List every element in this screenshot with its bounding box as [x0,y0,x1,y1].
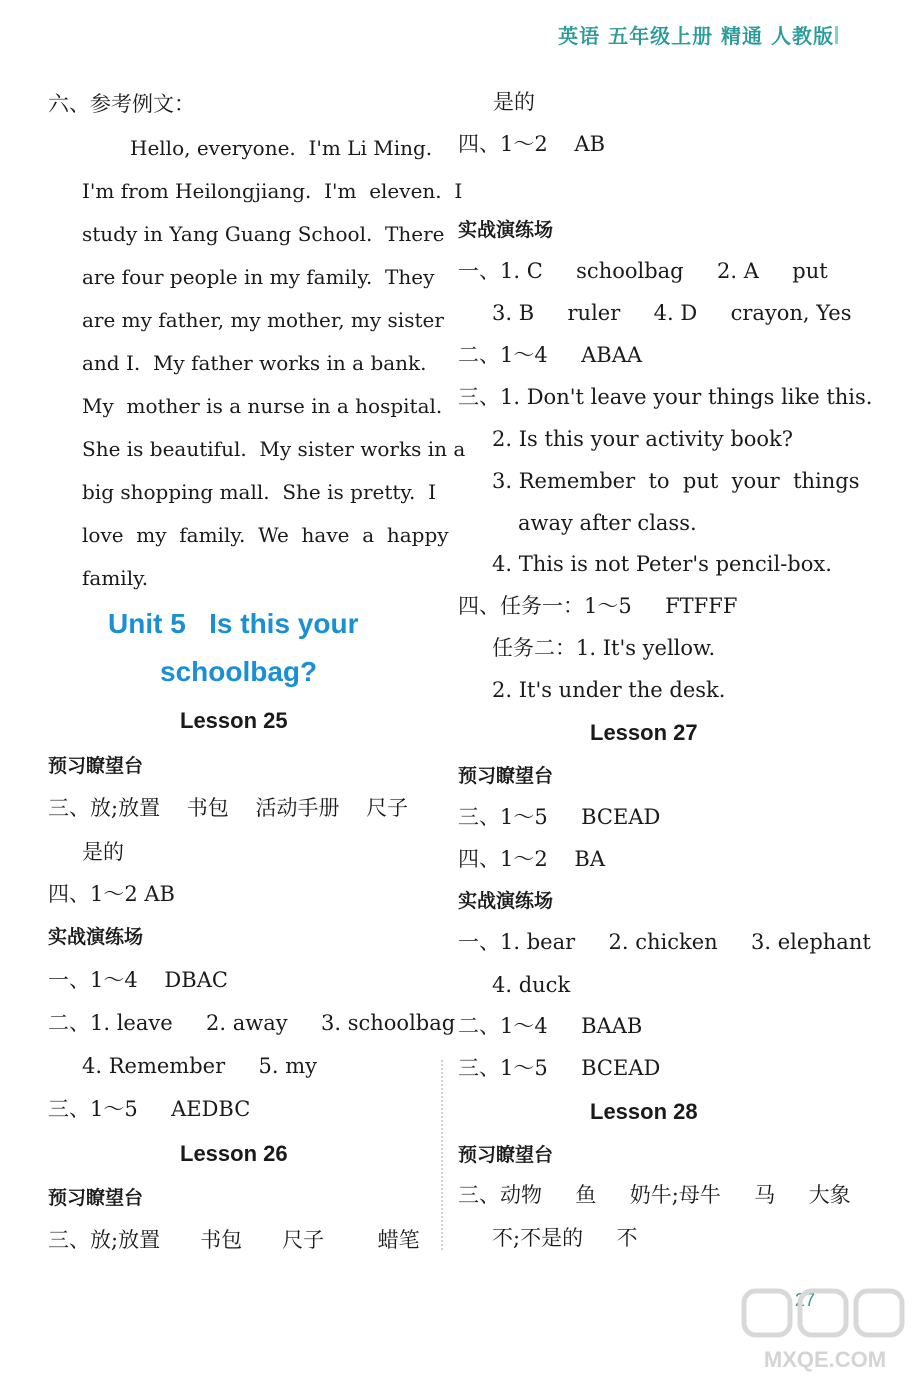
essay-line: family. [82,566,149,590]
lesson-26-heading: Lesson 26 [180,1141,288,1166]
answer-line: 4. duck [492,973,571,997]
answer-line: 是的 [82,840,124,864]
answer-line: 四、1～2 BA [458,847,606,871]
page-number: 27 [795,1290,816,1310]
essay-line: study in Yang Guang School. There [82,222,445,246]
section-preview: 预习瞭望台 [458,1144,554,1166]
answer-line: 二、1. leave 2. away 3. schoolbag [48,1011,456,1035]
column-divider [441,1060,443,1250]
section-practice: 实战演练场 [48,926,144,948]
answer-line: 二、1～4 BAAB [458,1014,643,1038]
section-preview: 预习瞭望台 [458,765,554,787]
essay-line: Hello, everyone. I'm Li Ming. [130,136,433,160]
header-accent-bar [835,26,838,44]
answer-line: 2. It's under the desk. [492,678,726,702]
answer-line: 三、1. Don't leave your things like this. [458,385,873,409]
unit-title-line2: schoolbag? [160,656,318,687]
answer-line: 一、1～4 DBAC [48,968,228,992]
answer-line: 三、动物 鱼 奶牛;母牛 马 大象 [458,1183,851,1207]
unit-title-line1: Unit 5 Is this your [108,608,359,639]
essay-line: are four people in my family. They [82,265,435,289]
lesson-28-heading: Lesson 28 [590,1099,698,1124]
answer-line: 3. B ruler 4. D crayon, Yes [492,301,852,325]
answer-line: 三、放;放置 书包 尺子 蜡笔 [48,1228,420,1252]
answer-line: 是的 [493,90,535,114]
answer-line: 一、1. C schoolbag 2. A put [458,259,828,283]
section-practice: 实战演练场 [458,890,554,912]
answer-line: 二、1～4 ABAA [458,343,643,367]
answer-line: 3. Remember to put your things [492,469,860,493]
answer-line: 4. This is not Peter's pencil-box. [492,552,832,576]
answer-line: 三、1～5 BCEAD [458,805,661,829]
answer-line: 四、任务一：1～5 FTFFF [458,594,738,618]
answer-line: 任务二：1. It's yellow. [492,636,716,660]
answer-line: 不;不是的 不 [492,1226,638,1250]
answer-line: 四、1～2 AB [48,882,175,906]
essay-heading: 六、参考例文： [48,92,195,116]
essay-line: My mother is a nurse in a hospital. [82,394,443,418]
essay-line: She is beautiful. My sister works in a [82,437,466,461]
essay-line: I'm from Heilongjiang. I'm eleven. I [82,179,463,203]
answer-line: 三、1～5 AEDBC [48,1097,251,1121]
section-preview: 预习瞭望台 [48,1187,144,1209]
answer-line: 三、放;放置 书包 活动手册 尺子 [48,796,409,820]
essay-line: love my family. We have a happy [82,523,449,547]
answer-line: 三、1～5 BCEAD [458,1056,661,1080]
essay-line: big shopping mall. She is pretty. I [82,480,437,504]
watermark-logo [740,1283,910,1373]
answer-line: 4. Remember 5. my [82,1054,317,1078]
essay-line: are my father, my mother, my sister [82,308,444,332]
watermark-text: MXQE.COM [763,1347,887,1372]
essay-line: and I. My father works in a bank. [82,351,427,375]
answer-line: 一、1. bear 2. chicken 3. elephant [458,930,871,954]
answer-line: 四、1～2 AB [458,132,606,156]
header-title: 英语 五年级上册 精通 人教版 [558,24,834,48]
section-preview: 预习瞭望台 [48,755,144,777]
lesson-27-heading: Lesson 27 [590,720,698,745]
section-practice: 实战演练场 [458,219,554,241]
answer-line: 2. Is this your activity book? [492,427,794,451]
lesson-25-heading: Lesson 25 [180,708,288,733]
answer-line: away after class. [518,511,697,535]
